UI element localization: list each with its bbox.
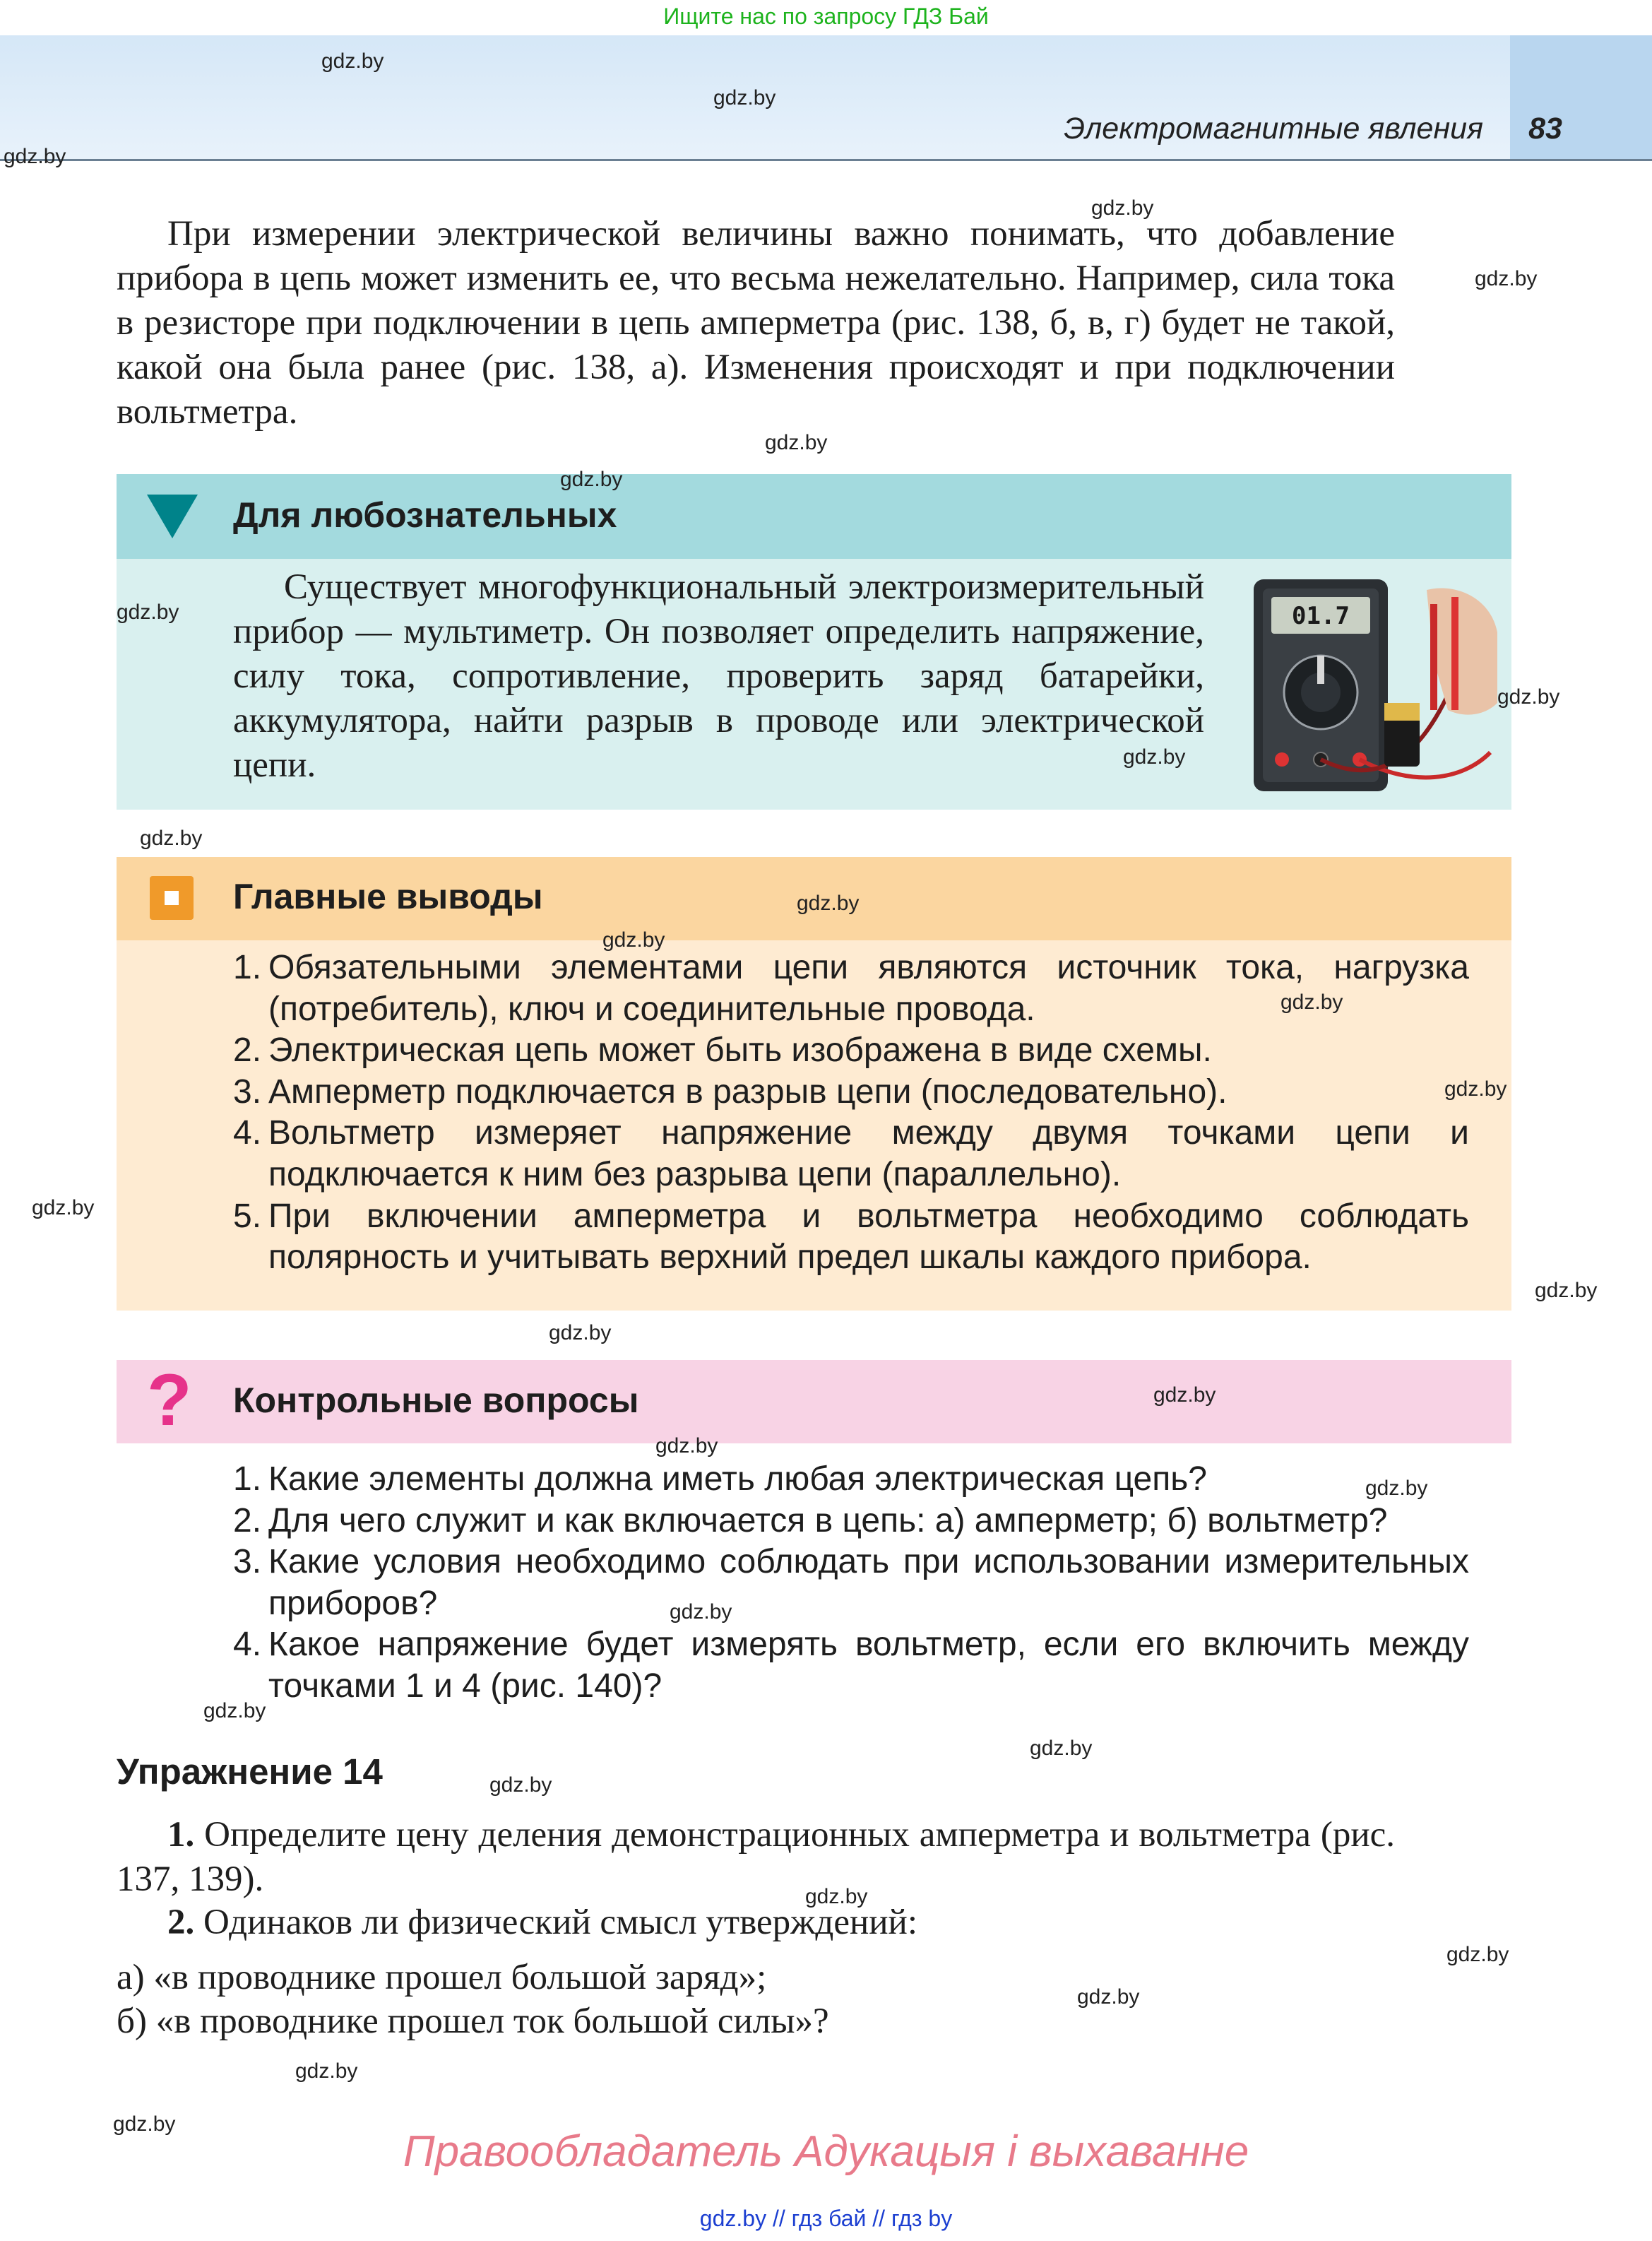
questions-list	[233, 1459, 1469, 1708]
exercise-item-1: 1. Определите цену деления демонстрационных амперметра и вольтметра (рис. 137, 139).	[117, 1815, 1395, 1899]
list-item: 3. Амперметр подключается в разрыв цепи (последовательно).	[233, 1072, 1228, 1111]
watermark: gdz.by	[1535, 1279, 1598, 1302]
watermark: gdz.by	[1280, 991, 1343, 1014]
watermark: gdz.by	[32, 1196, 95, 1219]
watermark: gdz.by	[655, 1434, 718, 1457]
watermark: gdz.by	[549, 1321, 612, 1344]
square-bullet-icon	[150, 876, 194, 920]
list-item: 1. Какие элементы должна иметь любая электрическая цепь?	[233, 1460, 1207, 1498]
watermark: gdz.by	[1365, 1477, 1428, 1500]
watermark: gdz.by	[295, 2059, 358, 2083]
watermark: gdz.by	[140, 827, 203, 850]
multimeter-display: 01.7	[1292, 602, 1350, 630]
page-number: 83	[1528, 112, 1562, 146]
watermark: gdz.by	[1446, 1943, 1509, 1966]
watermark: gdz.by	[560, 468, 623, 491]
watermark: gdz.by	[1123, 745, 1186, 769]
intro-paragraph: При измерении электрической величины важно понимать, что добавление прибора в цепь может изменить ее, что весьма нежелательно. Например, сила тока в резисторе при подключении в цепь амперметра (рис. 138, б, в, г) будет не такой, какой она была ранее (рис. 138, а). Изменения происходят и при подключении вольтметра.	[117, 214, 1395, 432]
watermark: gdz.by	[805, 1885, 868, 1908]
list-item: 4. Какое напряжение будет измерять вольтметр, если его включить между точками 1 и 4 (рис. 140)?	[233, 1626, 1469, 1705]
section-title: Электромагнитные явления	[1064, 112, 1483, 146]
watermark: gdz.by	[1475, 267, 1538, 290]
footer-links[interactable]: gdz.by // гдз бай // гдз by	[699, 2206, 953, 2231]
watermark: gdz.by	[1091, 196, 1154, 220]
watermark: gdz.by	[113, 2112, 176, 2136]
top-banner: Ищите нас по запросу ГДЗ Бай	[663, 4, 989, 29]
multimeter-image	[1250, 576, 1504, 795]
watermark: gdz.by	[489, 1773, 552, 1797]
exercise-option-b: б) «в проводнике прошел ток большой силы»?	[117, 2001, 829, 2041]
watermark: gdz.by	[1444, 1077, 1507, 1101]
watermark: gdz.by	[1497, 685, 1560, 709]
watermark: gdz.by	[203, 1699, 266, 1722]
watermark: gdz.by	[1030, 1737, 1093, 1760]
list-item: 2. Для чего служит и как включается в цепь: а) амперметр; б) вольтметр?	[233, 1501, 1388, 1539]
triangle-icon	[147, 495, 198, 538]
header-divider	[0, 159, 1652, 161]
watermark: gdz.by	[1153, 1383, 1216, 1407]
list-item: 1. Обязательными элементами цепи являются источник тока, нагрузка (потребитель), ключ и соединительные провода.	[233, 949, 1469, 1028]
curious-box-text: Существует многофункциональный электроизмерительный прибор — мультиметр. Он позволяет определить напряжение, силу тока, сопротивление, проверить заряд батарейки, аккумулятора, найти разрыв в проводе или электрической цепи.	[233, 567, 1204, 785]
curious-box-title: Для любознательных	[233, 495, 617, 535]
list-item: 3. Какие условия необходимо соблюдать при использовании измерительных приборов?	[233, 1543, 1469, 1622]
list-item: 4. Вольтметр измеряет напряжение между двумя точками цепи и подключается к ним без разрыва цепи (параллельно).	[233, 1114, 1469, 1193]
conclusions-title: Главные выводы	[233, 877, 543, 916]
exercise-title: Упражнение 14	[117, 1751, 383, 1792]
watermark: gdz.by	[670, 1600, 732, 1624]
watermark: gdz.by	[4, 145, 66, 168]
list-item: 5. При включении амперметра и вольтметра необходимо соблюдать полярность и учитывать верхний предел шкалы каждого прибора.	[233, 1197, 1469, 1277]
list-item: 2. Электрическая цепь может быть изображена в виде схемы.	[233, 1031, 1212, 1070]
question-mark-icon: ?	[147, 1359, 192, 1441]
questions-title: Контрольные вопросы	[233, 1380, 639, 1420]
watermark: gdz.by	[1077, 1985, 1140, 2009]
watermark: gdz.by	[713, 86, 776, 110]
watermark: gdz.by	[321, 49, 384, 73]
watermark: gdz.by	[765, 431, 828, 454]
copyright: Правообладатель Адукацыя і выхаванне	[403, 2127, 1249, 2176]
exercise-item-2: 2. Одинаков ли физический смысл утверждений:	[167, 1903, 918, 1942]
watermark: gdz.by	[117, 601, 179, 624]
exercise-option-a: а) «в проводнике прошел большой заряд»;	[117, 1958, 767, 1997]
watermark: gdz.by	[602, 928, 665, 952]
watermark: gdz.by	[797, 892, 860, 915]
